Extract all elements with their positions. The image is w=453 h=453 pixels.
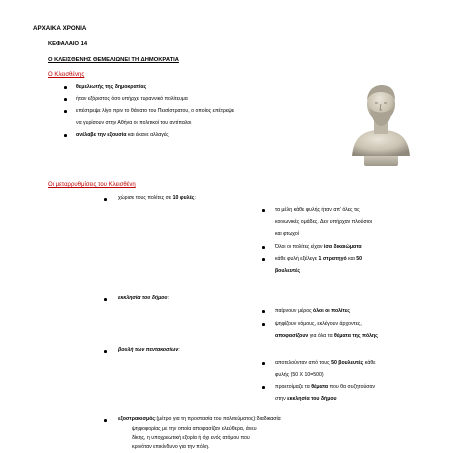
tribes-sub-item-continuation: και φτωχοί — [275, 231, 299, 237]
sub-bullet — [262, 362, 265, 365]
bullet — [104, 198, 107, 201]
ostracism-definition: εξοστρακισμός:(μέτρο για τη προστασία του πολιτεύματος):διαδικασία — [118, 416, 281, 422]
section-heading-reforms: Οι μεταρρυθμίσεις του Κλεισθένη — [48, 182, 136, 188]
tribes-label: χώρισε τους πολίτες σε 10 φυλές: — [118, 195, 196, 201]
list-item-continuation: να γυρίσουν στην Αθήνα οι πολιτικοί του αντίπαλοι — [76, 120, 192, 126]
bullet — [104, 350, 107, 353]
assembly-sub-item-continuation: αποφασίζουν για όλα τα θέματα της πόλης — [275, 333, 378, 339]
sub-bullet — [262, 246, 265, 249]
section-heading-cleisthenes: Ο Κλεισθένης — [48, 72, 85, 78]
page-title: Ο ΚΛΕΙΣΘΕΝΗΣ ΘΕΜΕΛΙΩΝΕΙ ΤΗ ΔΗΜΟΚΡΑΤΙΑ — [48, 57, 179, 63]
ostracism-definition-continuation: κρινόταν επικίνδυνο για την πόλη. — [132, 444, 210, 450]
assembly-label: εκκλησία του δήμου: — [118, 295, 169, 301]
bust-of-cleisthenes-icon — [342, 78, 420, 168]
ostracism-definition-continuation: δίκης, η υποχρεωτική εξορία ή όχι ενός ατόμου που — [132, 435, 250, 441]
sub-bullet — [262, 310, 265, 313]
sub-bullet — [262, 258, 265, 261]
tribes-sub-item: Όλοι οι πολίτες είχαν ίσα δικαιώματα — [275, 244, 362, 250]
tribes-sub-item: τα μέλη κάθε φυλής ήταν απ' όλες τις — [275, 207, 360, 213]
bullet — [64, 134, 67, 137]
bullet — [64, 86, 67, 89]
council-sub-item: αποτελούνταν από τους 50 βουλευτές κάθε — [275, 360, 376, 366]
period-heading: ΑΡΧΑΙΚΑ ΧΡΟΝΙΑ — [33, 25, 87, 32]
council-sub-item: προετοίμαζε τα θέματα που θα συζητούσαν — [275, 384, 376, 390]
bullet — [104, 419, 107, 422]
council-sub-item-continuation: φυλής (50 Χ 10=500) — [275, 372, 324, 378]
assembly-sub-item: παίρνουν μέρος όλοι οι πολίτες — [275, 308, 350, 314]
council-label: βουλή των πεντακοσίων: — [118, 347, 180, 353]
bullet — [64, 98, 67, 101]
sub-bullet — [262, 323, 265, 326]
tribes-sub-item-continuation: κοινωνικές ομάδες. Δεν υπήρχαν πλούσιοι — [275, 219, 372, 225]
assembly-sub-item: ψηφίζουν νόμους, εκλέγουν άρχοντες, — [275, 321, 362, 327]
list-item: επέστρεψε λίγο πριν το θάνατο του Πεισίστρατου, ο οποίος επέτρεψε — [76, 108, 235, 114]
list-item: ήταν εξόριστος όσο υπήρχε τυραννικό πολίτευμα — [76, 96, 188, 102]
tribes-sub-item: κάθε φυλή εξέλεγε 1 στρατηγό και 50 — [275, 256, 362, 262]
sub-bullet — [262, 386, 265, 389]
list-item: ανέλαβε την εξουσία και έκανε αλλαγές — [76, 132, 169, 138]
sub-bullet — [262, 209, 265, 212]
list-item: θεμελιωτής της δημοκρατίας — [76, 84, 147, 90]
bullet — [104, 298, 107, 301]
bullet — [64, 110, 67, 113]
council-sub-item-continuation: στην εκκλησία του δήμου — [275, 396, 337, 402]
ostracism-definition-continuation: ψηφοφορίας με την οποία αποφασίζαν ελεύθερα, άνευ — [132, 426, 257, 432]
tribes-sub-item-continuation: βουλευτές — [275, 268, 301, 274]
chapter-heading: ΚΕΦΑΛΑΙΟ 14 — [48, 41, 88, 47]
